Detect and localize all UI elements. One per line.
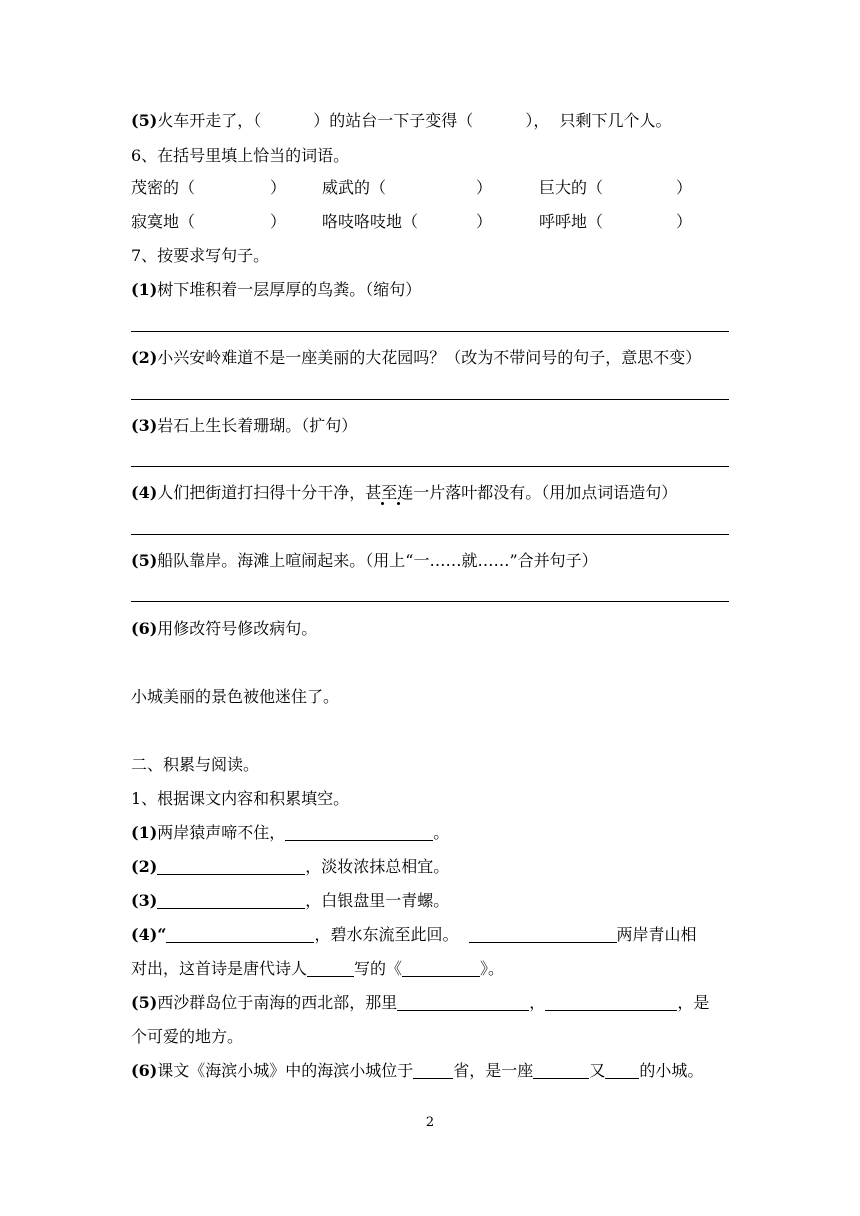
item-number: (1): [131, 280, 158, 299]
text-segment: ）的站台一下子变得（: [313, 111, 474, 130]
answer-line[interactable]: [131, 534, 729, 535]
poem-line-4-cont: [131, 958, 504, 980]
item-number: (5): [131, 551, 158, 570]
fill-blank-poet[interactable]: [307, 960, 354, 977]
text-segment: 》。: [480, 959, 505, 978]
item-number: (1): [131, 823, 158, 842]
word-fill-6: [539, 211, 603, 233]
quote-mark: “: [157, 925, 167, 944]
q7-item-2: [131, 347, 701, 369]
word-label: 巨大的（: [539, 178, 604, 197]
fill-blank[interactable]: [166, 926, 314, 943]
answer-line[interactable]: [131, 331, 729, 332]
text-segment: 对出，这首诗是唐代诗人: [131, 959, 308, 978]
text-segment: ，白银盘里一青螺。: [305, 891, 450, 910]
word-fill-3: [539, 177, 603, 199]
bracket-close: ）: [476, 212, 493, 231]
fill-blank[interactable]: [285, 824, 433, 841]
poem-line-1: [131, 822, 449, 844]
text-segment: ，碧水东流至此回。: [314, 925, 459, 944]
text-segment: 的小城。: [639, 1061, 704, 1080]
answer-line[interactable]: [131, 466, 729, 467]
item-number: (4): [131, 925, 158, 944]
fill-blank[interactable]: [397, 994, 529, 1011]
answer-line[interactable]: [131, 601, 729, 602]
q7-item-3: [131, 415, 357, 437]
item-number: (3): [131, 416, 158, 435]
word-label: 茂密的（: [131, 178, 196, 197]
fill-blank[interactable]: [605, 1062, 639, 1079]
text-segment: 课文《海滨小城》中的海滨小城位于: [157, 1061, 414, 1080]
word-fill-1: [131, 177, 195, 199]
text-segment: 两岸青山相: [616, 925, 697, 944]
bracket-close: ）: [676, 178, 693, 197]
section-2-title: 二、积累与阅读。: [131, 755, 260, 774]
emphasis-dot: [397, 502, 400, 505]
item-text: 树下堆积着一层厚厚的鸟粪。（缩句）: [157, 280, 422, 299]
text-segment: ，: [529, 993, 546, 1012]
bracket-close: ）: [270, 178, 287, 197]
page-number: 2: [425, 1115, 435, 1130]
poem-line-4: [131, 924, 697, 946]
q7-item-4: [131, 482, 677, 504]
word-fill-5: [322, 211, 418, 233]
fill-line-5-cont: 个可爱的地方。: [131, 1027, 244, 1046]
word-label: 呼呼地（: [539, 212, 604, 231]
poem-line-3: [131, 890, 449, 912]
fill-line-5: [131, 992, 709, 1014]
poem-line-2: [131, 856, 449, 878]
fill-blank[interactable]: [157, 892, 305, 909]
item-number: (6): [131, 619, 158, 638]
fill-blank[interactable]: [413, 1062, 453, 1079]
item-text: 用修改符号修改病句。: [157, 619, 318, 638]
item-text: 小兴安岭难道不是一座美丽的大花园吗？（改为不带问号的句子，意思不变）: [157, 348, 702, 367]
item-text: 人们把街道打扫得十分干净，甚至连一片落叶都没有。（用加点词语造句）: [157, 483, 678, 502]
item-text: 船队靠岸。海滩上喧闹起来。（用上“一……就……”合并句子）: [157, 551, 598, 570]
emphasis-dot: [381, 502, 384, 505]
item-text: 岩石上生长着珊瑚。（扩句）: [157, 416, 358, 435]
fill-blank-title[interactable]: [402, 960, 480, 977]
word-fill-2: [322, 177, 386, 199]
word-label: 咯吱咯吱地（: [322, 212, 419, 231]
text-segment: 火车开走了，（: [157, 111, 262, 130]
q7-item-1: [131, 279, 421, 301]
q6-title: 6、在括号里填上恰当的词语。: [131, 146, 350, 165]
text-segment: ，淡妆浓抹总相宜。: [305, 857, 450, 876]
fill-blank[interactable]: [157, 858, 305, 875]
fill-line-6: [131, 1060, 703, 1082]
text-segment: ）， 只剩下几个人。: [525, 111, 672, 130]
sick-sentence: 小城美丽的景色被他迷住了。: [131, 687, 340, 706]
item-number: (3): [131, 891, 158, 910]
text-segment: 。: [433, 823, 450, 842]
bracket-close: ）: [476, 178, 493, 197]
q7-item-6: [131, 618, 317, 640]
text-segment: 又: [589, 1061, 606, 1080]
text-segment: 两岸猿声啼不住，: [157, 823, 286, 842]
text-segment: 省，是一座: [453, 1061, 534, 1080]
item-number: (5): [131, 993, 158, 1012]
item-number: (6): [131, 1061, 158, 1080]
answer-line[interactable]: [131, 399, 729, 400]
item-number: (2): [131, 348, 158, 367]
item-number: (4): [131, 483, 158, 502]
fill-blank[interactable]: [545, 994, 677, 1011]
text-segment: 西沙群岛位于南海的西北部，那里: [157, 993, 398, 1012]
bracket-close: ）: [676, 212, 693, 231]
fill-blank[interactable]: [533, 1062, 589, 1079]
text-segment: ，是: [677, 993, 710, 1012]
q7-title: 7、按要求写句子。: [131, 246, 270, 265]
fill-blank[interactable]: [469, 926, 617, 943]
item-number: (5): [131, 111, 158, 130]
word-label: 寂寞地（: [131, 212, 196, 231]
word-fill-4: [131, 211, 195, 233]
bracket-close: ）: [270, 212, 287, 231]
q7-item-5: [131, 550, 598, 572]
text-segment: 写的《: [354, 959, 403, 978]
q5-train-line: [131, 110, 672, 132]
word-label: 威武的（: [322, 178, 387, 197]
item-number: (2): [131, 857, 158, 876]
s2-q1-title: 1、根据课文内容和积累填空。: [131, 789, 350, 808]
